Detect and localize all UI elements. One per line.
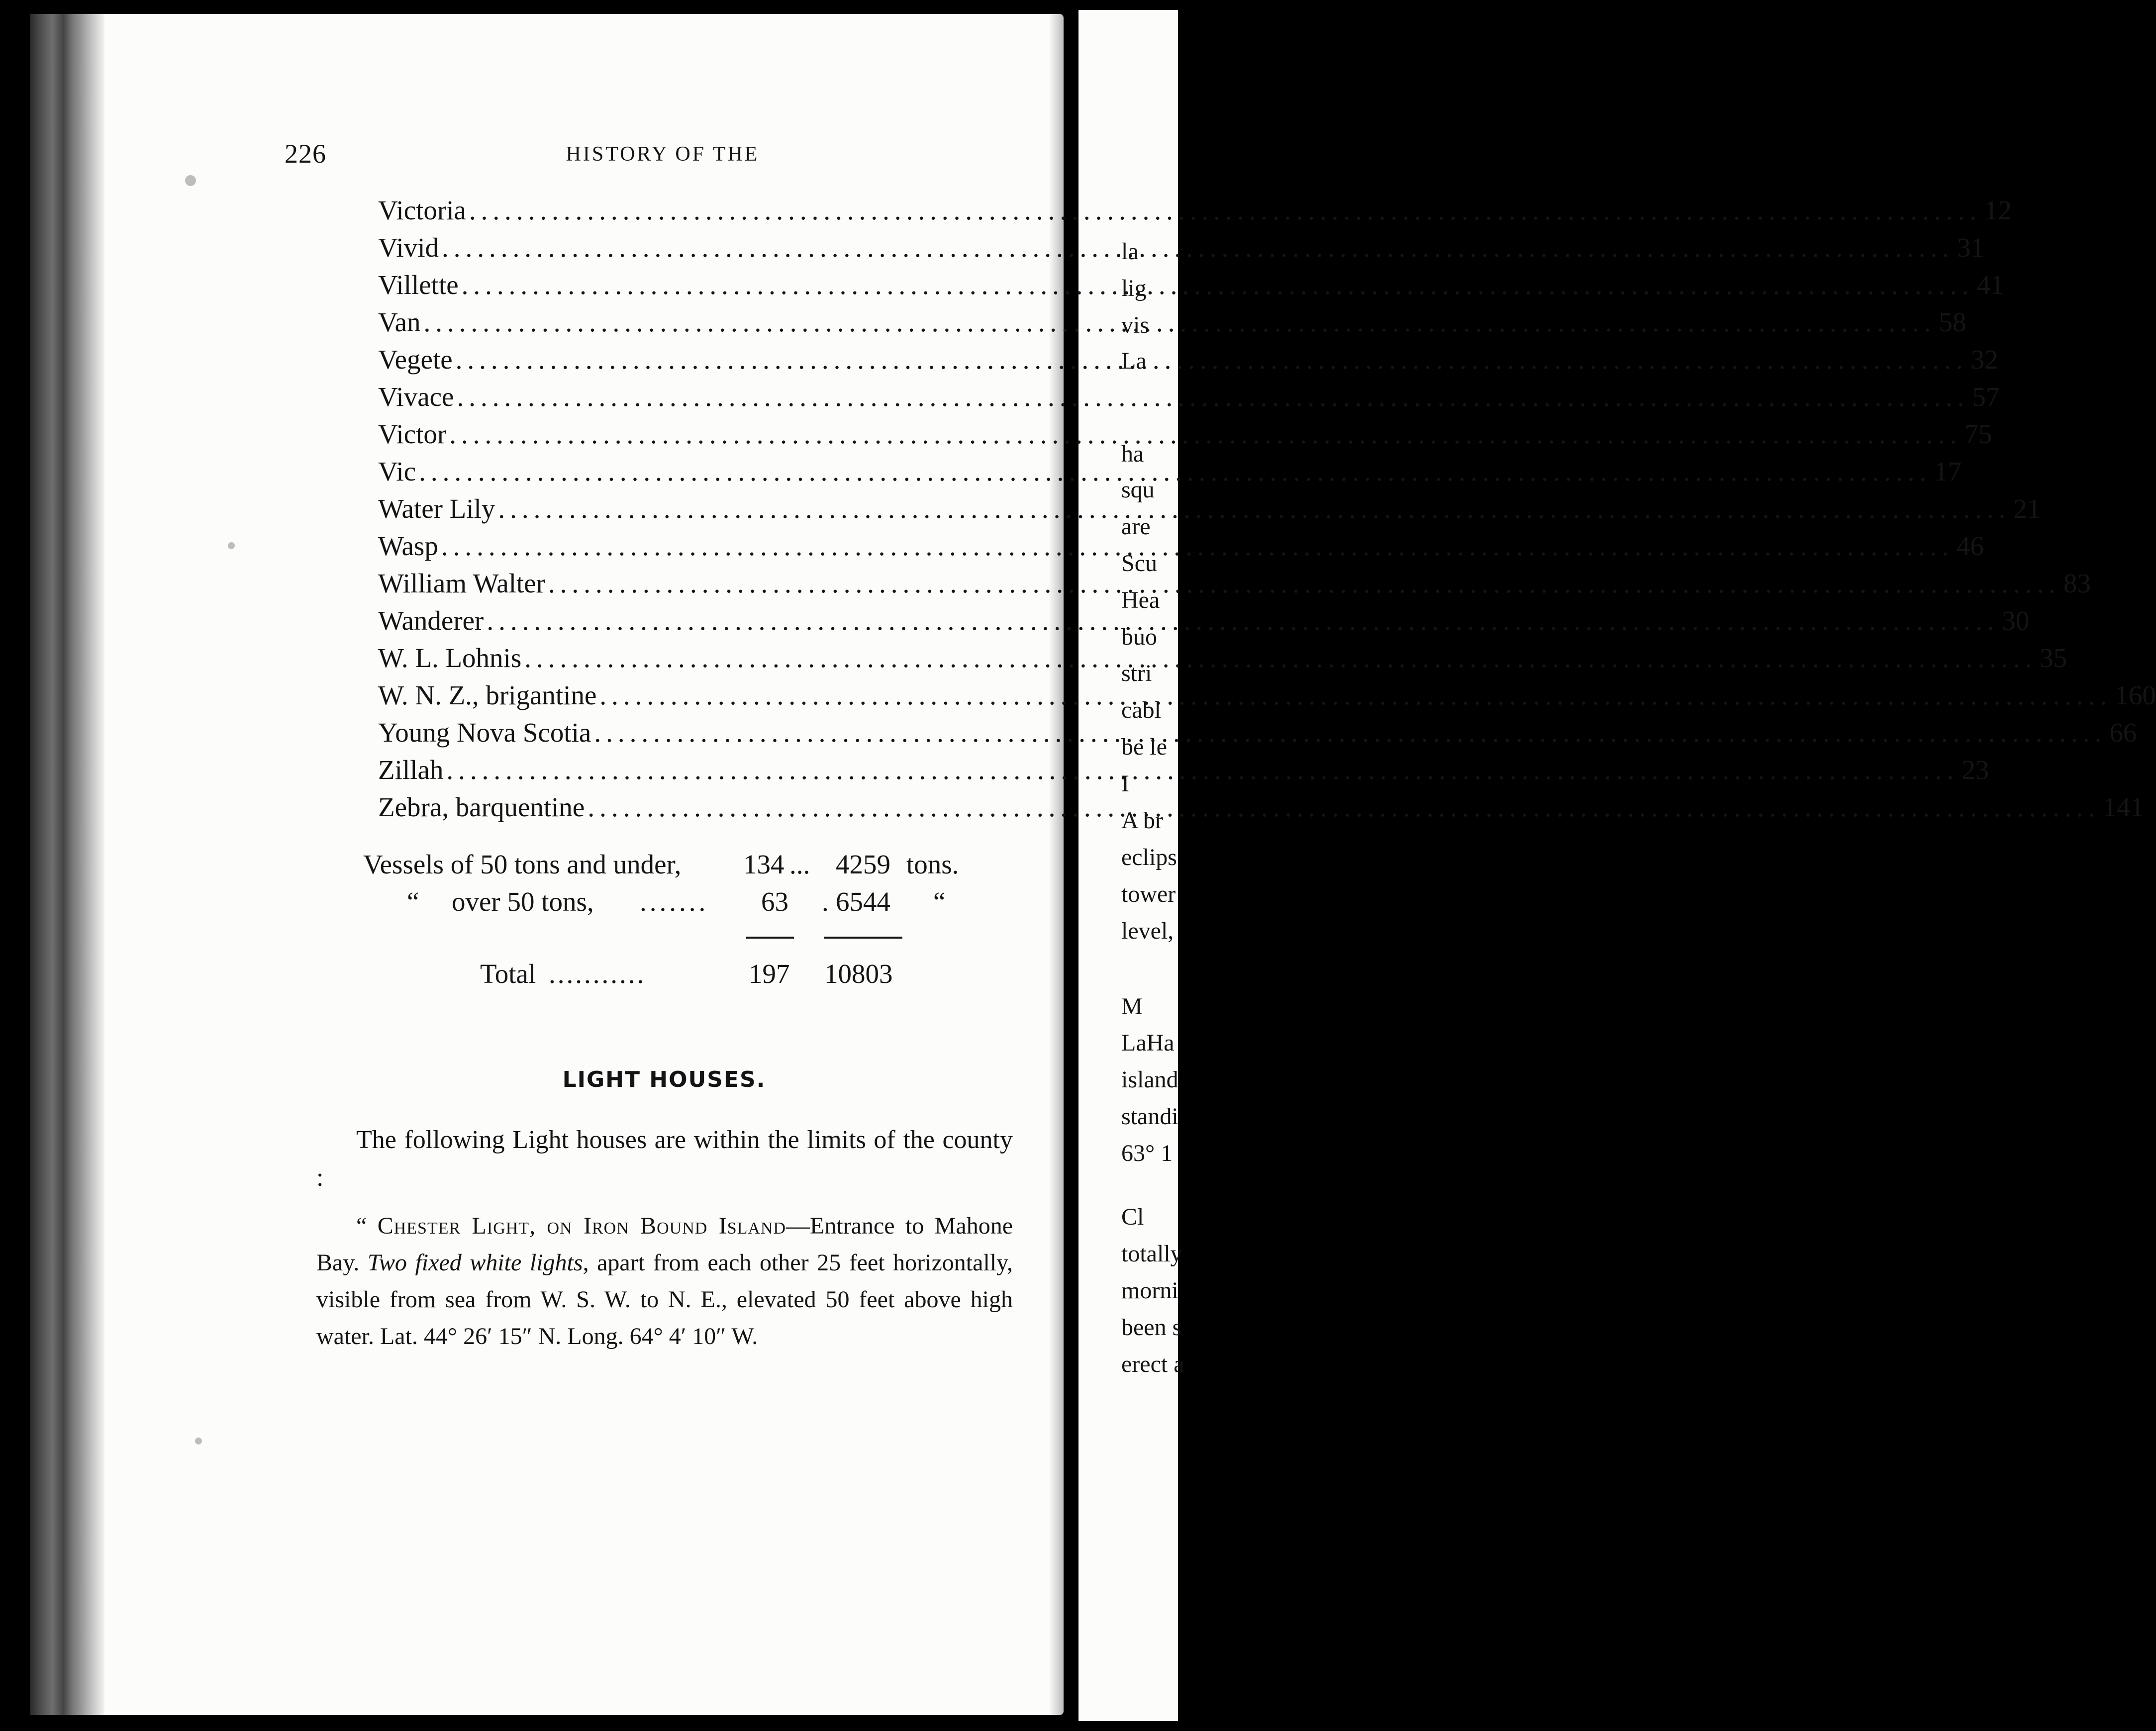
total-label: Total	[480, 959, 536, 989]
sum-rule	[746, 937, 794, 939]
summary-row-over-50	[363, 883, 975, 920]
quote-open: “	[356, 1213, 378, 1239]
facing-page-fragment: LaHa	[1121, 1030, 1175, 1056]
paper-speck	[195, 1438, 202, 1444]
vessel-name: Victoria	[378, 195, 466, 225]
facing-page-fragment: standi	[1121, 1103, 1178, 1130]
vessel-name: Vegete	[378, 344, 453, 375]
entry-text: , apart from each other 25 feet horizontally, visible from sea from W. S. W. to N. E., elevated 50 feet above high water. Lat. 44° 26′ 15″ N. Long. 64° 4′ 10″ W.	[316, 1250, 1013, 1349]
dot-leader	[449, 415, 1961, 453]
dot-leader	[424, 303, 1936, 341]
vessel-tons: 41	[1976, 270, 2004, 300]
facing-page-fragment: tower	[1121, 881, 1176, 907]
dot-leader	[548, 565, 2060, 602]
vessel-tons: 30	[2002, 605, 2030, 636]
total-tons: 10803	[824, 959, 893, 989]
vessel-row	[378, 378, 2000, 415]
vessel-name: Zebra, barquentine	[378, 792, 585, 822]
facing-page-fragment: A br	[1121, 807, 1163, 834]
summary-tons: 6544	[836, 886, 890, 917]
dot-leader	[462, 266, 1974, 303]
vessel-tons: 160	[2115, 680, 2156, 710]
vessel-tons: 66	[2109, 717, 2137, 748]
summary-row-under-50	[363, 846, 975, 883]
facing-page-fragment: morni	[1121, 1277, 1178, 1304]
dot-leader	[487, 602, 1999, 639]
intro-paragraph	[316, 1121, 1013, 1197]
facing-page-fragment: are	[1121, 513, 1151, 540]
vessel-tons: 21	[2013, 493, 2041, 524]
dot-leader	[524, 639, 2037, 676]
vessel-name: Wasp	[378, 531, 438, 561]
facing-page-fragment: la	[1121, 238, 1139, 265]
entry-italic: Two fixed white lights	[367, 1250, 583, 1276]
page-edge-shading	[30, 14, 104, 1715]
tonnage-summary	[363, 846, 975, 920]
facing-page-fragment: lig	[1121, 275, 1147, 301]
vessel-tons: 57	[1972, 382, 2000, 412]
intro-text: The following Light houses are within the limits of the county :	[316, 1126, 1013, 1192]
page-number: 226	[285, 139, 326, 169]
vessel-name: Young Nova Scotia	[378, 717, 591, 748]
vessel-name: Wanderer	[378, 605, 484, 636]
vessel-tons: 83	[2063, 568, 2091, 598]
vessel-row	[378, 415, 1992, 453]
facing-page-fragment: eclips	[1121, 844, 1177, 870]
vessel-row	[378, 192, 2012, 229]
facing-page-fragment: Hea	[1121, 587, 1160, 613]
facing-page-fragment: squ	[1121, 477, 1155, 503]
vessel-tons: 46	[1956, 531, 1984, 561]
facing-page-fragment: M	[1121, 993, 1143, 1020]
summary-unit: tons.	[906, 849, 959, 879]
facing-page-fragment: 63° 1	[1121, 1140, 1173, 1166]
facing-page-fragment: island	[1121, 1066, 1178, 1093]
total-leader: ...........	[549, 959, 646, 989]
total-count: 197	[749, 959, 790, 989]
dot-leader	[588, 788, 2100, 826]
summary-separator: .	[822, 886, 829, 917]
dot-leader	[441, 527, 1954, 565]
dot-leader	[442, 229, 1954, 266]
dot-leader	[594, 714, 2106, 751]
vessel-tons: 23	[1961, 755, 1989, 785]
summary-label: Vessels of 50 tons and under,	[363, 849, 682, 879]
facing-page-fragment: been s	[1121, 1314, 1182, 1341]
facing-page-fragment: vis	[1121, 312, 1150, 338]
vessel-name: William Walter	[378, 568, 545, 598]
lighthouse-name: Chester Light, on Iron Bound Island	[377, 1213, 786, 1239]
facing-page-fragment: buo	[1121, 624, 1157, 650]
summary-tons: 4259	[836, 849, 890, 879]
paper-speck	[228, 542, 235, 549]
facing-page-fragment: totally	[1121, 1241, 1182, 1267]
facing-page-fragment: stri	[1121, 660, 1152, 686]
vessel-name: Zillah	[378, 755, 444, 785]
entry-text: —Entrance to Mahone Bay.	[316, 1213, 1013, 1276]
vessel-name: Victor	[378, 419, 447, 449]
dot-leader	[446, 751, 1959, 788]
vessel-name: W. L. Lohnis	[378, 643, 522, 673]
vessel-tons: 31	[1957, 232, 1984, 263]
section-title: LIGHT HOUSES.	[562, 1067, 766, 1092]
facing-page-fragment: be le	[1121, 734, 1167, 760]
summary-leader: .......	[640, 886, 709, 917]
vessel-tons: 12	[1984, 195, 2012, 225]
summary-separator: ...	[789, 849, 810, 879]
vessel-name: W. N. Z., brigantine	[378, 680, 597, 710]
vessel-name: Villette	[378, 270, 459, 300]
vessel-name: Vivace	[378, 382, 454, 412]
dot-leader	[419, 453, 1931, 490]
vessel-name: Van	[378, 307, 421, 337]
vessel-name: Vivid	[378, 232, 439, 263]
lighthouse-entry	[316, 1208, 1013, 1355]
dot-leader	[456, 341, 1968, 378]
vessel-row	[378, 751, 1989, 788]
facing-page-fragment: cabl	[1121, 697, 1161, 723]
summary-unit: “	[933, 886, 946, 917]
vessel-tons: 35	[2040, 643, 2067, 673]
vessel-tons: 17	[1934, 456, 1962, 486]
sum-rule	[824, 937, 902, 939]
vessel-name: Water Lily	[378, 493, 495, 524]
facing-page-fragment: Cl	[1121, 1204, 1144, 1230]
summary-count: 134	[743, 849, 784, 879]
running-head: HISTORY OF THE	[566, 143, 760, 166]
vessel-name: Vic	[378, 456, 416, 486]
summary-count: 63	[761, 886, 788, 917]
facing-page-fragment: level,	[1121, 918, 1174, 944]
dot-leader	[469, 192, 1981, 229]
facing-page-fragment: I	[1121, 770, 1129, 797]
page-header	[285, 138, 1041, 173]
dot-leader	[599, 676, 2112, 714]
facing-page-fragment: erect a	[1121, 1351, 1184, 1377]
vessel-tons: 141	[2103, 792, 2144, 822]
vessel-tons: 75	[1964, 419, 1992, 449]
summary-label: over 50 tons,	[452, 886, 594, 917]
summary-ditto: “	[407, 886, 419, 917]
facing-page-fragment: ha	[1121, 441, 1144, 467]
vessel-tons: 58	[1939, 307, 1966, 337]
paper-speck	[185, 175, 196, 186]
summary-total-row	[480, 955, 928, 992]
dot-leader	[457, 378, 1969, 415]
facing-page-fragment: La	[1121, 348, 1147, 374]
facing-page-fragment: Scu	[1121, 550, 1157, 577]
dot-leader	[498, 490, 2010, 527]
vessel-tons: 32	[1970, 344, 1998, 375]
